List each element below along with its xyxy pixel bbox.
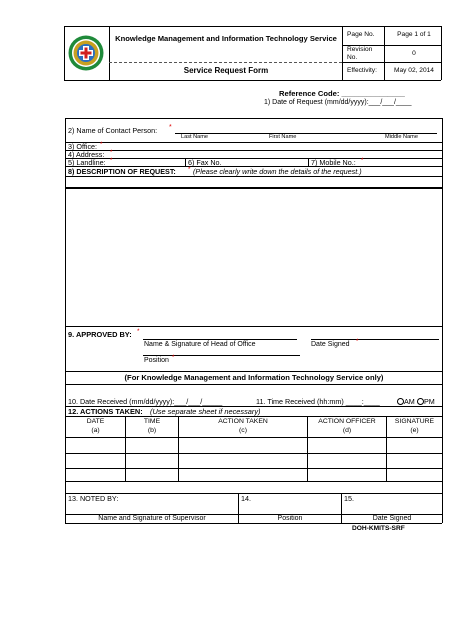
time-received-field[interactable]: 11. Time Received (hh:mm) ____:____ [256, 397, 380, 406]
effectivity-label: Effectivity: [347, 67, 377, 74]
col-action-sub: (c) [239, 427, 247, 434]
landline-label: 5) Landline: [68, 158, 106, 167]
table-row[interactable] [66, 454, 442, 467]
date-received-field[interactable]: 10. Date Received (mm/dd/yyyy):___/___/_____ [68, 397, 223, 406]
required-asterisk: * [172, 354, 175, 361]
middle-name-caption: Middle Name [385, 134, 418, 140]
address-label: 4) Address: [68, 150, 105, 159]
revision-value: 0 [412, 50, 416, 57]
supervisor-caption: Name and Signature of Supervisor [98, 515, 206, 522]
pm-radio[interactable] [417, 398, 424, 405]
office-label: 3) Office: [68, 142, 98, 151]
footer-date-signed-caption: Date Signed [372, 515, 412, 522]
actions-taken-hint: (Use separate sheet if necessary) [150, 407, 261, 416]
first-name-caption: First Name [269, 134, 297, 140]
page-no-value: Page 1 of 1 [397, 31, 431, 38]
col-time-sub: (b) [147, 427, 157, 434]
approved-by-label: 9. APPROVED BY: [68, 330, 132, 339]
page-no-label: Page No. [347, 31, 375, 38]
required-asterisk: * [100, 141, 103, 148]
col-signature-title: SIGNATURE [394, 418, 435, 425]
footer-position-caption: Position [277, 515, 303, 522]
kmits-only-banner: (For Knowledge Management and Information Technology Service only) [124, 373, 384, 382]
required-asterisk: * [110, 157, 113, 164]
fax-label: 6) Fax No. [188, 158, 222, 167]
required-asterisk: * [137, 328, 140, 335]
doh-seal-logo [67, 34, 105, 72]
form-code: DOH-KMITS-SRF [352, 525, 405, 532]
description-textarea[interactable] [66, 189, 441, 325]
date-signed-input[interactable] [311, 339, 439, 340]
required-asterisk: * [169, 124, 172, 131]
position-caption: Position [144, 357, 169, 364]
contact-name-label: 2) Name of Contact Person: [68, 126, 158, 135]
am-label: AM [404, 397, 415, 406]
reference-code-field[interactable]: Reference Code: _______________ [279, 89, 405, 98]
last-name-caption: Last Name [181, 134, 209, 140]
table-row[interactable] [66, 469, 442, 480]
pm-label: PM [424, 397, 435, 406]
col-date-sub: (a) [91, 427, 100, 434]
col-time-title: TIME [143, 418, 161, 425]
date-signed-caption: Date Signed [311, 341, 350, 348]
field-14-label: 14. [241, 494, 251, 503]
col-date-title: DATE [86, 418, 105, 425]
required-asterisk: * [110, 149, 113, 156]
org-name: Knowledge Management and Information Technology Service [115, 34, 337, 43]
effectivity-value: May 02, 2014 [394, 67, 434, 74]
noted-by-label: 13. NOTED BY: [68, 494, 119, 503]
required-asterisk: * [361, 157, 364, 164]
required-asterisk: * [188, 166, 191, 173]
position-input[interactable] [143, 355, 300, 356]
col-officer-title: ACTION OFFICER [318, 418, 376, 425]
revision-label: Revision [347, 46, 373, 53]
mobile-label: 7) Mobile No.: [311, 158, 356, 167]
actions-taken-label: 12. ACTIONS TAKEN: [68, 407, 143, 416]
required-asterisk: * [356, 338, 359, 345]
date-of-request-field[interactable]: 1) Date of Request (mm/dd/yyyy):___/___/____ [264, 99, 412, 106]
description-hint: (Please clearly write down the details of the request.) [193, 167, 362, 176]
name-signature-caption: Name & Signature of Head of Office [144, 341, 256, 348]
col-action-title: ACTION TAKEN [218, 418, 268, 425]
head-signature-input[interactable] [143, 339, 297, 340]
revision-label-no: No. [347, 54, 358, 61]
table-row[interactable] [66, 438, 442, 452]
am-radio[interactable] [397, 398, 404, 405]
form-title: Service Request Form [183, 66, 269, 75]
description-label: 8) DESCRIPTION OF REQUEST: [68, 167, 176, 176]
col-officer-sub: (d) [342, 427, 352, 434]
col-signature-sub: (e) [410, 427, 419, 434]
field-15-label: 15. [344, 494, 354, 503]
